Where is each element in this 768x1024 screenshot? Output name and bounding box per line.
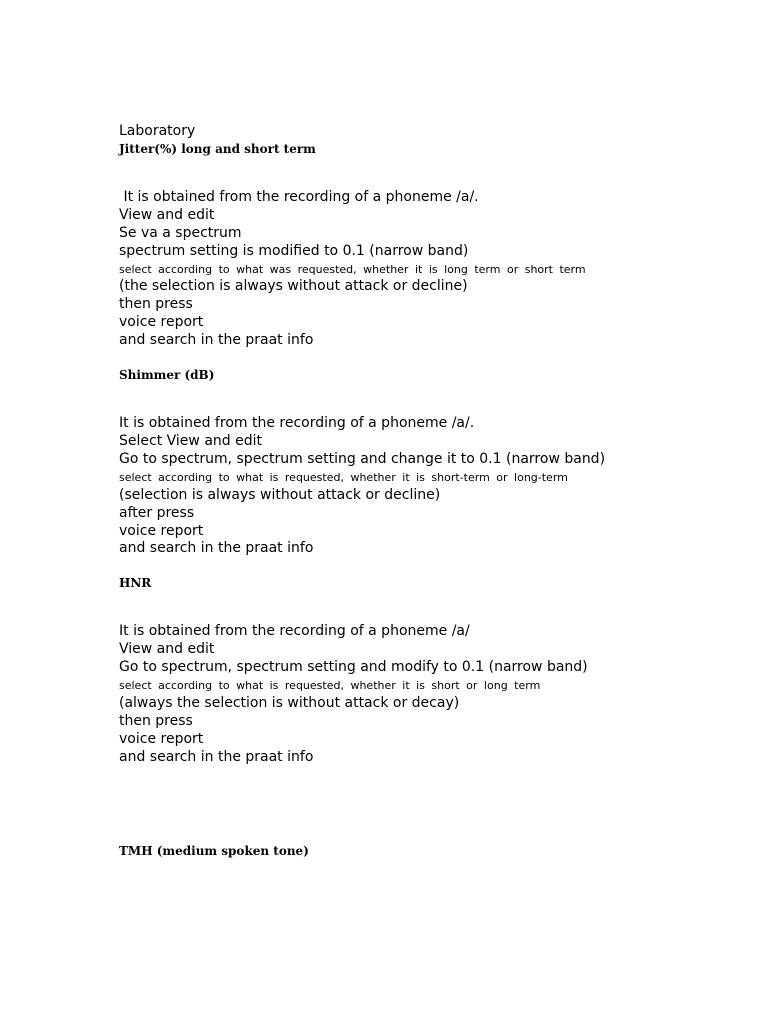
jitter-line-1: It is obtained from the recording of a phoneme /a/. bbox=[119, 188, 479, 205]
section-heading-shimmer: Shimmer (dB) bbox=[119, 368, 215, 383]
hnr-line-7: voice report bbox=[119, 730, 204, 747]
shimmer-line-4: select according to what is requested, whether it is short-term or long-term bbox=[119, 470, 568, 484]
jitter-line-3: Se va a spectrum bbox=[119, 224, 242, 241]
hnr-line-4: select according to what is requested, whether it is short or long term bbox=[119, 679, 541, 693]
document-title: Laboratory bbox=[119, 123, 196, 139]
section-heading-hnr: HNR bbox=[119, 576, 152, 591]
spacer bbox=[119, 767, 719, 843]
hnr-line-5: (always the selection is without attack or decay) bbox=[119, 694, 460, 711]
hnr-line-2: View and edit bbox=[119, 641, 215, 658]
jitter-line-6: (the selection is always without attack or decline) bbox=[119, 278, 468, 295]
section-heading-tmh: TMH (medium spoken tone) bbox=[119, 843, 309, 858]
section-heading-jitter: Jitter(%) long and short term bbox=[119, 141, 316, 156]
shimmer-line-7: voice report bbox=[119, 522, 204, 539]
jitter-line-8: voice report bbox=[119, 314, 204, 331]
jitter-line-5: select according to what was requested, whether it is long term or short term bbox=[119, 262, 586, 276]
shimmer-line-3: Go to spectrum, spectrum setting and change it to 0.1 (narrow band) bbox=[119, 450, 606, 467]
shimmer-line-6: after press bbox=[119, 504, 195, 521]
jitter-line-4: spectrum setting is modified to 0.1 (narrow band) bbox=[119, 242, 469, 259]
hnr-line-8: and search in the praat info bbox=[119, 748, 314, 765]
jitter-line-7: then press bbox=[119, 296, 193, 313]
shimmer-line-8: and search in the praat info bbox=[119, 540, 314, 557]
jitter-line-2: View and edit bbox=[119, 206, 215, 223]
hnr-line-1: It is obtained from the recording of a phoneme /a/ bbox=[119, 623, 470, 640]
document-body bbox=[119, 123, 719, 860]
hnr-line-6: then press bbox=[119, 712, 193, 729]
jitter-line-9: and search in the praat info bbox=[119, 332, 314, 349]
spacer bbox=[119, 592, 719, 623]
spacer bbox=[119, 350, 719, 367]
shimmer-line-1: It is obtained from the recording of a phoneme /a/. bbox=[119, 415, 475, 432]
shimmer-line-2: Select View and edit bbox=[119, 432, 262, 449]
spacer bbox=[119, 558, 719, 575]
shimmer-line-5: (selection is always without attack or decline) bbox=[119, 486, 441, 503]
spacer bbox=[119, 384, 719, 415]
spacer bbox=[119, 158, 719, 189]
hnr-line-3: Go to spectrum, spectrum setting and modify to 0.1 (narrow band) bbox=[119, 659, 588, 676]
